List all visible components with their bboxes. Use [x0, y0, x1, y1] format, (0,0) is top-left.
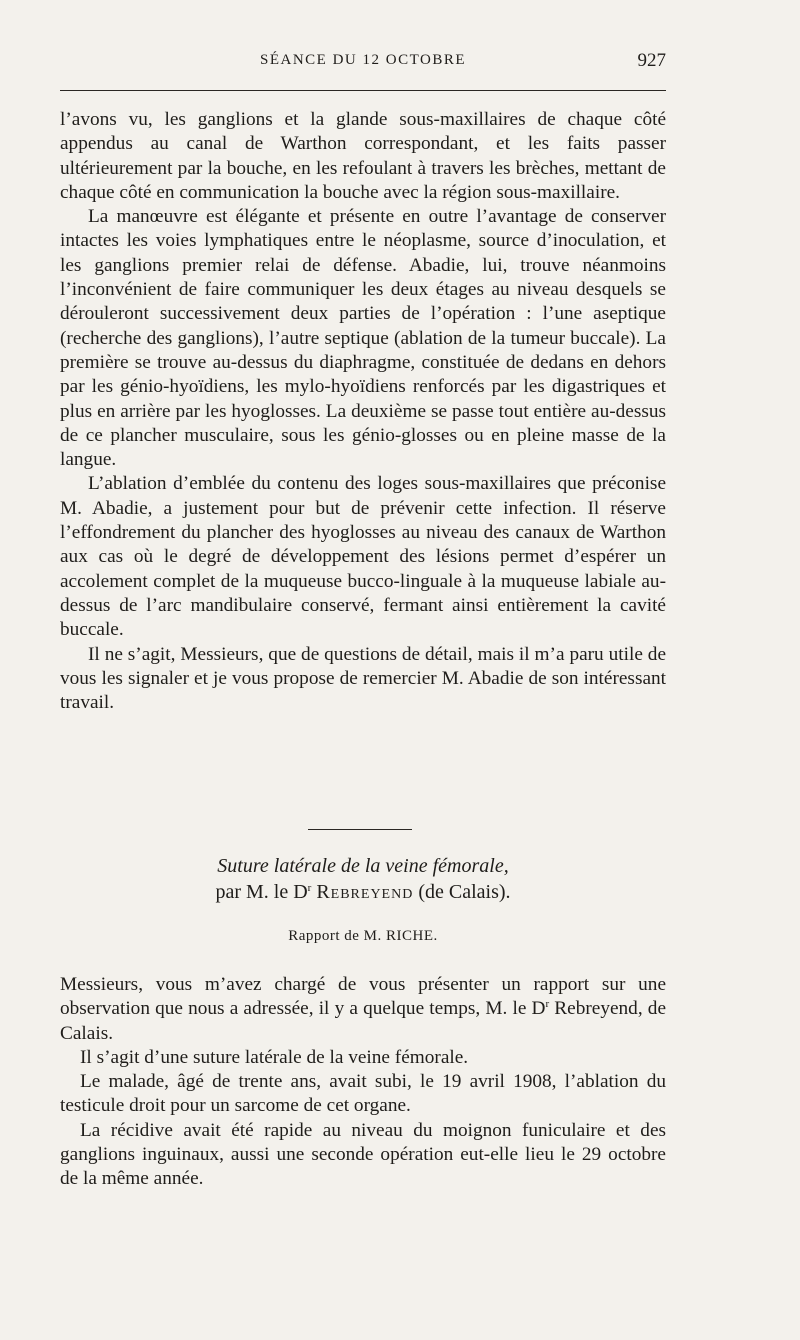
- page-number: 927: [637, 50, 666, 71]
- article-heading: [60, 853, 666, 905]
- paragraph-tail: Rebreyend, de Calais.: [60, 998, 666, 1044]
- paragraph: La manœuvre est élégante et présente en outre l’avantage de conserver intactes les voies lymphatiques entre le néoplasme, source d’inoculation, et les ganglions premier relai de défense. Abadie, lui, trouve néanmoins l’inconvénient de faire communiquer les deux étages au niveau desquels se dérouleront successivement deux parties de l’opération : l’une aseptique (recherche des ganglions), l’autre septique (ablation de la tumeur buccale). La première se trouve au-dessus du diaphragme, constituée de dedans en dehors par les génio-hyoïdiens, les mylo-hyoïdiens renforcés par les digastriques et plus en arrière par les hyoglosses. La deuxième se passe tout entière au-dessus de ce plancher musculaire, sous les génio-glosses ou en pleine masse de la langue.: [60, 206, 666, 471]
- header-rule: [60, 90, 666, 91]
- author-name: Rebreyend: [316, 881, 414, 903]
- report-body-abadie: [60, 108, 666, 715]
- paragraph: La récidive avait été rapide au niveau du moignon funiculaire et des ganglions inguinaux, aussi une seconde opération eut-elle lieu le 29 octobre de la même année.: [60, 1119, 666, 1190]
- section-separator: [308, 829, 412, 830]
- running-head: [60, 50, 666, 80]
- running-title: SÉANCE DU 12 OCTOBRE: [260, 52, 466, 68]
- paragraph: Il s’agit d’une suture latérale de la veine fémorale.: [80, 1046, 469, 1068]
- paragraph: L’ablation d’emblée du contenu des loges sous-maxillaires que préconise M. Abadie, a justement pour but de prévenir cette infection. Il réserve l’effondrement du plancher des hyoglosses au niveau des canaux de Warthon aux cas où le degré de développement des lésions permet d’espérer un accolement complet de la muqueuse bucco-linguale à la muqueuse labiale au-dessus de l’arc mandibulaire conservé, fermant ainsi entièrement la cavité buccale.: [60, 473, 666, 641]
- paragraph: l’avons vu, les ganglions et la glande sous-maxillaires de chaque côté appendus au canal de Warthon correspondant, et les faits passer ultérieurement par la bouche, en les refoulant à travers les brèches, mettant de chaque côté en communication la bouche avec la région sous-maxillaire.: [60, 109, 666, 203]
- report-body-rebreyend: [60, 973, 666, 1192]
- paragraph: Il ne s’agit, Messieurs, que de questions de détail, mais il m’a paru utile de vous les signaler et je vous propose de remercier M. Abadie de son intéressant travail.: [60, 643, 666, 714]
- author-sup: r: [307, 882, 312, 894]
- author-prefix: par M. le D: [215, 881, 308, 903]
- paragraph: [60, 973, 666, 1046]
- article-title: Suture latérale de la veine fémorale,: [217, 855, 509, 877]
- rapport-line: Rapport de M. RICHE.: [288, 928, 438, 944]
- paragraph-text: Messieurs, vous m’avez chargé de vous présenter un rapport sur une observation que nous a adressée, il y a quelque temps, M. le D: [60, 974, 666, 1020]
- doctor-sup: r: [545, 998, 550, 1011]
- author-suffix: (de Calais).: [418, 881, 511, 903]
- article-author: [60, 879, 666, 905]
- paragraph: Le malade, âgé de trente ans, avait subi, le 19 avril 1908, l’ablation du testicule droit pour un sarcome de cet organe.: [60, 1071, 666, 1117]
